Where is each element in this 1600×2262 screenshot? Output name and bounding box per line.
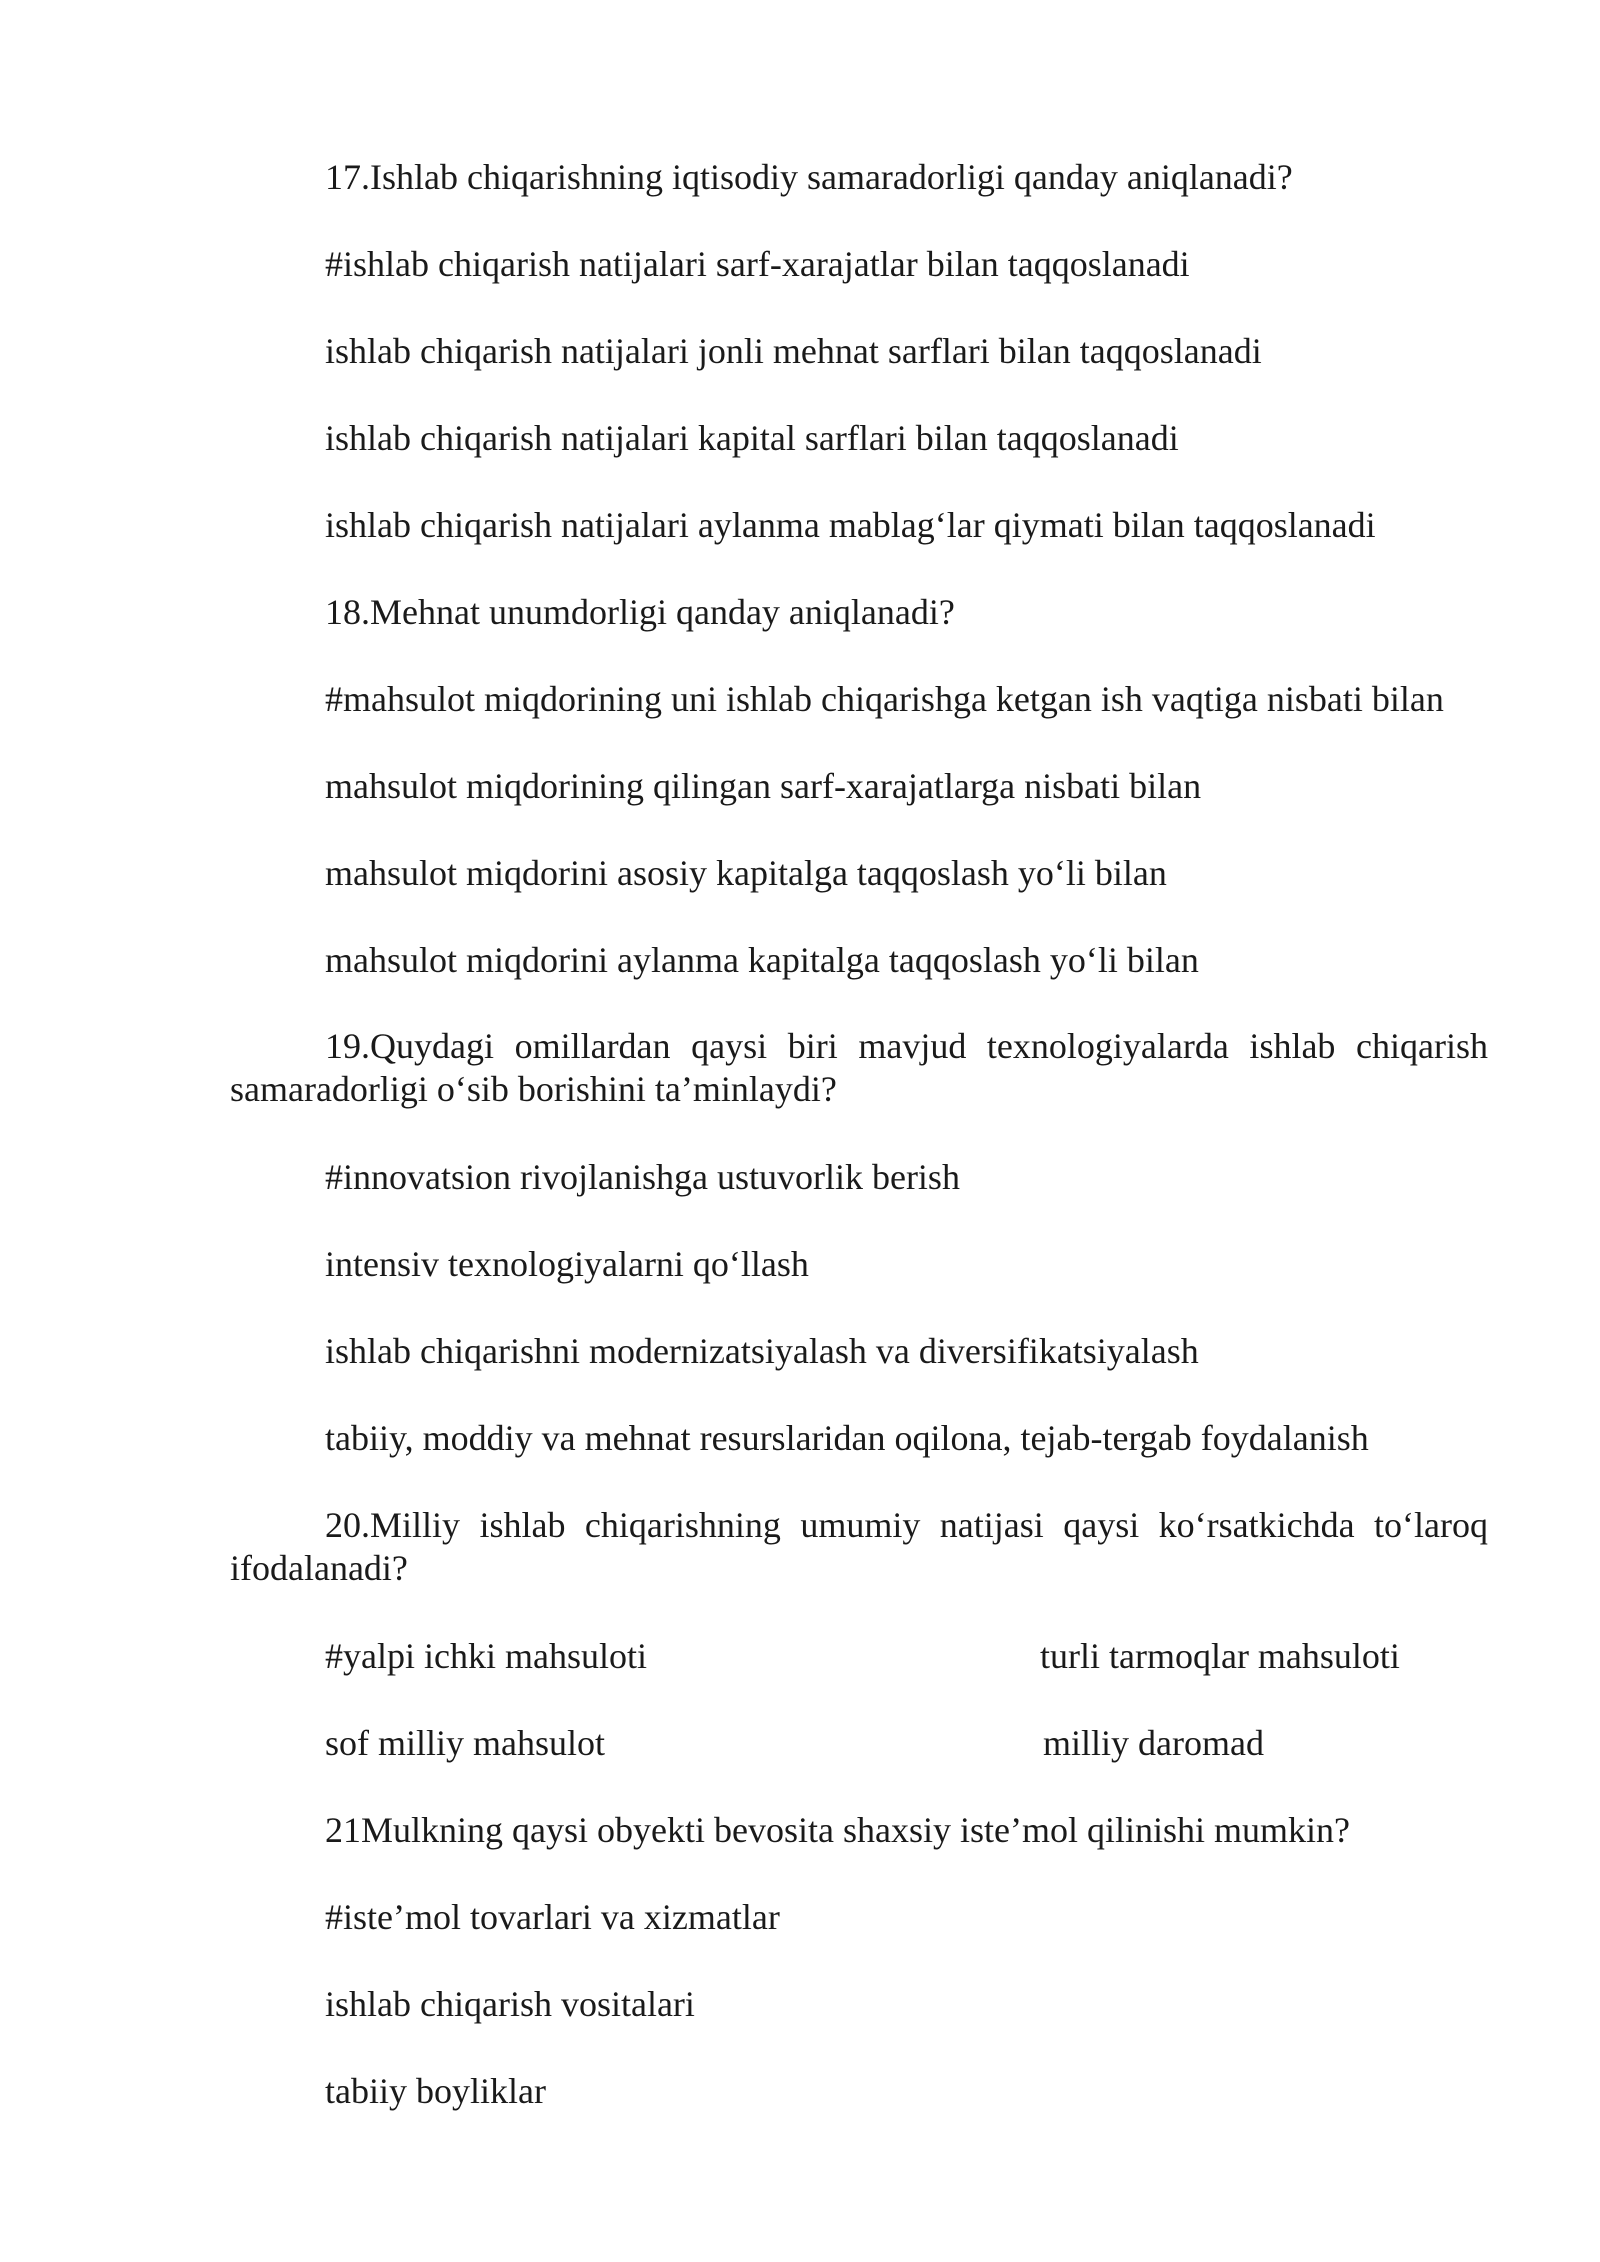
question-20: 20.Milliy ishlab chiqarishning umumiy natijasi qaysi ko‘rsatkichda to‘laroq ifodalanadi? <box>230 1505 1488 1588</box>
answer-option: #mahsulot miqdorining uni ishlab chiqarishga ketgan ish vaqtiga nisbati bilan <box>325 679 1444 719</box>
question-17: 17.Ishlab chiqarishning iqtisodiy samaradorligi qanday aniqlanadi? <box>325 157 1293 197</box>
answer-option: ishlab chiqarish vositalari <box>325 1984 695 2024</box>
answer-option: #ishlab chiqarish natijalari sarf-xarajatlar bilan taqqoslanadi <box>325 244 1190 284</box>
answer-option: milliy daromad <box>1043 1723 1264 1763</box>
question-19: 19.Quydagi omillardan qaysi biri mavjud texnologiyalarda ishlab chiqarish samaradorligi o‘sib borishini ta’minlaydi? <box>230 1026 1488 1109</box>
answer-option: ishlab chiqarishni modernizatsiyalash va diversifikatsiyalash <box>325 1331 1199 1371</box>
answer-option: tabiiy, moddiy va mehnat resurslaridan oqilona, tejab-tergab foydalanish <box>325 1418 1369 1458</box>
answer-option: #innovatsion rivojlanishga ustuvorlik berish <box>325 1157 960 1197</box>
answer-option: #iste’mol tovarlari va xizmatlar <box>325 1897 780 1937</box>
answer-option: #yalpi ichki mahsuloti <box>325 1636 647 1676</box>
answer-option: intensiv texnologiyalarni qo‘llash <box>325 1244 809 1284</box>
question-18: 18.Mehnat unumdorligi qanday aniqlanadi? <box>325 592 955 632</box>
question-21: 21Mulkning qaysi obyekti bevosita shaxsiy iste’mol qilinishi mumkin? <box>325 1810 1350 1850</box>
answer-option: mahsulot miqdorini asosiy kapitalga taqqoslash yo‘li bilan <box>325 853 1167 893</box>
answer-option: ishlab chiqarish natijalari aylanma mablag‘lar qiymati bilan taqqoslanadi <box>325 505 1376 545</box>
answer-option: turli tarmoqlar mahsuloti <box>1040 1636 1400 1676</box>
answer-option: sof milliy mahsulot <box>325 1723 606 1763</box>
answer-option: tabiiy boyliklar <box>325 2071 546 2111</box>
answer-option: mahsulot miqdorini aylanma kapitalga taqqoslash yo‘li bilan <box>325 940 1199 980</box>
answer-option: mahsulot miqdorining qilingan sarf-xarajatlarga nisbati bilan <box>325 766 1202 806</box>
answer-option: ishlab chiqarish natijalari jonli mehnat sarflari bilan taqqoslanadi <box>325 331 1262 371</box>
answer-option: ishlab chiqarish natijalari kapital sarflari bilan taqqoslanadi <box>325 418 1179 458</box>
